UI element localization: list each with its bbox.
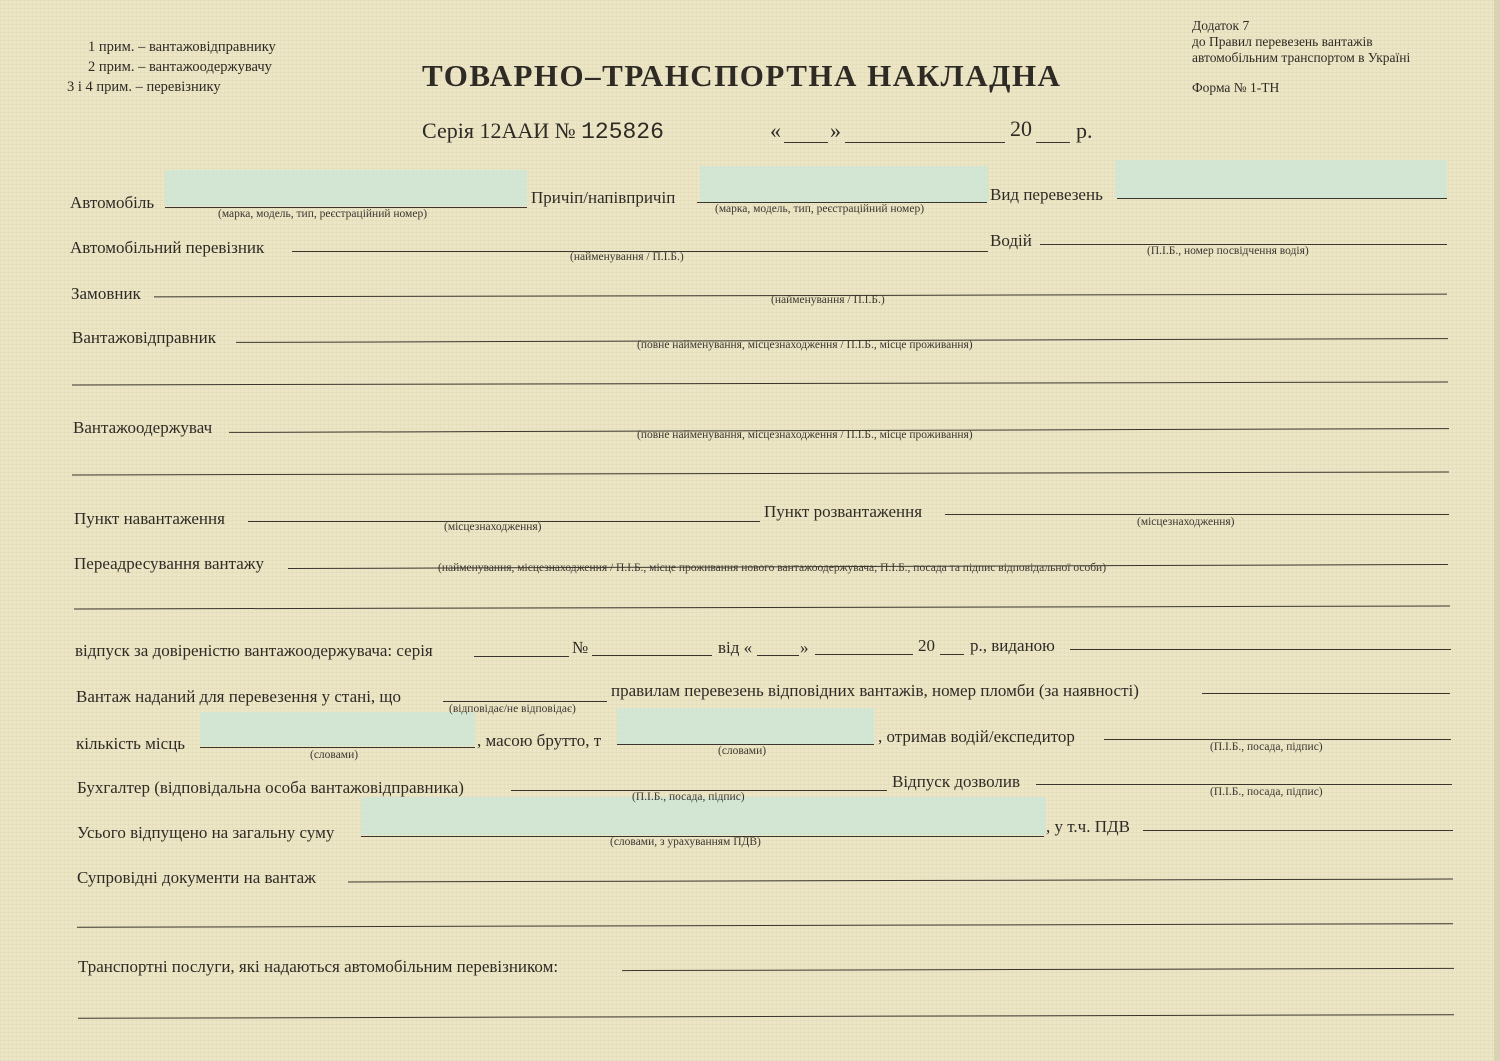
date-year-prefix: 20 — [1010, 116, 1032, 141]
released-label: Відпуск дозволив — [892, 772, 1021, 791]
poa-month-field[interactable] — [815, 654, 913, 655]
customer-label: Замовник — [71, 284, 141, 303]
documents-field-2[interactable] — [77, 923, 1453, 928]
poa-from-label: від « — [718, 638, 753, 657]
vehicle-hint: (марка, модель, тип, реєстраційний номер) — [218, 208, 428, 220]
series-number: 125826 — [581, 119, 664, 145]
copies-line-1: 1 прим. – вантажовідправнику — [88, 39, 276, 55]
redirect-label: Переадресування вантажу — [74, 554, 265, 573]
cargo-state-label: Вантаж наданий для перевезення у стані, що — [76, 687, 402, 706]
cargo-state-hint: (відповідає/не відповідає) — [449, 703, 576, 715]
consignee-hint: (повне найменування, місцезнаходження / П.І.Б., місце проживання) — [637, 429, 973, 441]
date-month-field[interactable] — [845, 142, 1005, 143]
carrier-hint: (найменування / П.І.Б.) — [570, 251, 684, 263]
scan-edge — [1494, 0, 1500, 1061]
poa-number-label: № — [572, 638, 589, 657]
driver-label: Водій — [990, 231, 1032, 250]
services-field-2[interactable] — [78, 1014, 1454, 1019]
poa-year-field[interactable] — [940, 654, 964, 655]
shipper-hint: (повне найменування, місцезнаходження / П.І.Б., місце проживання) — [637, 339, 973, 351]
document-title: ТОВАРНО–ТРАНСПОРТНА НАКЛАДНА — [422, 58, 1062, 93]
poa-issued-label: р., виданою — [970, 636, 1055, 655]
shipper-field-2[interactable] — [72, 382, 1448, 386]
unloading-point-hint: (місцезнаходження) — [1137, 516, 1235, 528]
loading-point-hint: (місцезнаходження) — [444, 521, 542, 533]
accountant-hint: (П.І.Б., посада, підпис) — [632, 791, 745, 803]
date-day-field[interactable] — [784, 142, 828, 143]
cargo-rules-label: правилам перевезень відповідних вантажів, номер пломби (за наявності) — [611, 681, 1139, 700]
places-hint: (словами) — [310, 749, 359, 761]
carrier-label: Автомобільний перевізник — [70, 238, 265, 257]
driver-hint: (П.І.Б., номер посвідчення водія) — [1147, 245, 1309, 257]
seal-number-field[interactable] — [1202, 693, 1450, 694]
date-year-field[interactable] — [1036, 142, 1070, 143]
accountant-label: Бухгалтер (відповідальна особа вантажовідправника) — [77, 778, 464, 797]
trailer-hint: (марка, модель, тип, реєстраційний номер) — [715, 203, 925, 215]
services-field[interactable] — [622, 968, 1454, 971]
documents-field[interactable] — [348, 879, 1453, 883]
date-year-suffix: р. — [1076, 118, 1093, 143]
released-field[interactable] — [1036, 784, 1452, 785]
poa-day-field[interactable] — [757, 655, 799, 656]
poa-issued-field[interactable] — [1070, 649, 1451, 650]
places-label: кількість місць — [76, 734, 186, 753]
vehicle-label: Автомобіль — [70, 193, 155, 212]
places-field[interactable] — [200, 747, 475, 748]
poa-close-quote: » — [800, 638, 809, 657]
shipper-label: Вантажовідправник — [72, 328, 217, 347]
transport-type-label: Вид перевезень — [990, 185, 1103, 204]
unloading-point-field[interactable] — [945, 514, 1449, 515]
series-label: Серія 12ААИ № — [422, 118, 576, 143]
date-open-quote: « — [770, 118, 781, 143]
total-label: Усього відпущено на загальну суму — [77, 823, 335, 842]
appendix-line-2: до Правил перевезень вантажів — [1192, 34, 1373, 49]
loading-point-label: Пункт навантаження — [74, 509, 225, 528]
form-number: Форма № 1-ТН — [1192, 80, 1280, 95]
unloading-point-label: Пункт розвантаження — [764, 502, 923, 521]
total-hint: (словами, з урахуванням ПДВ) — [610, 836, 761, 848]
vat-field[interactable] — [1143, 830, 1453, 831]
received-field[interactable] — [1104, 739, 1451, 740]
received-hint: (П.І.Б., посада, підпис) — [1210, 741, 1323, 753]
redirect-hint: (найменування, місцезнаходження / П.І.Б., місце проживання нового вантажоодержувача; П.І.Б., посада та підпис відповідальної особи) — [438, 562, 1107, 574]
poa-number-field[interactable] — [592, 655, 712, 656]
power-of-attorney-label: відпуск за довіреністю вантажоодержувача: серія — [75, 641, 433, 660]
appendix-line-3: автомобільним транспортом в Україні — [1192, 50, 1411, 65]
date-close-quote: » — [830, 118, 841, 143]
released-hint: (П.І.Б., посада, підпис) — [1210, 786, 1323, 798]
consignee-field-2[interactable] — [72, 472, 1449, 476]
poa-series-field[interactable] — [474, 656, 569, 657]
consignee-label: Вантажоодержувач — [73, 418, 213, 437]
transport-type-field[interactable] — [1117, 198, 1447, 199]
customer-hint: (найменування / П.І.Б.) — [771, 294, 885, 306]
poa-year-prefix: 20 — [918, 636, 935, 655]
documents-label: Супровідні документи на вантаж — [77, 868, 316, 887]
trailer-label: Причіп/напівпричіп — [531, 188, 676, 207]
appendix-line-1: Додаток 7 — [1192, 18, 1250, 33]
gross-hint: (словами) — [718, 745, 767, 757]
vat-label: , у т.ч. ПДВ — [1046, 817, 1130, 836]
redirect-field-2[interactable] — [74, 606, 1450, 610]
cargo-state-field[interactable] — [443, 701, 607, 702]
series-line — [422, 118, 664, 145]
copies-line-3: 3 і 4 прим. – перевізнику — [67, 79, 221, 95]
appendix-block — [1192, 18, 1410, 96]
copies-line-2: 2 прим. – вантажоодержувачу — [88, 59, 272, 75]
services-label: Транспортні послуги, які надаються автомобільним перевізником: — [78, 957, 559, 976]
received-label: , отримав водій/експедитор — [878, 727, 1075, 746]
gross-label: , масою брутто, т — [477, 731, 602, 750]
